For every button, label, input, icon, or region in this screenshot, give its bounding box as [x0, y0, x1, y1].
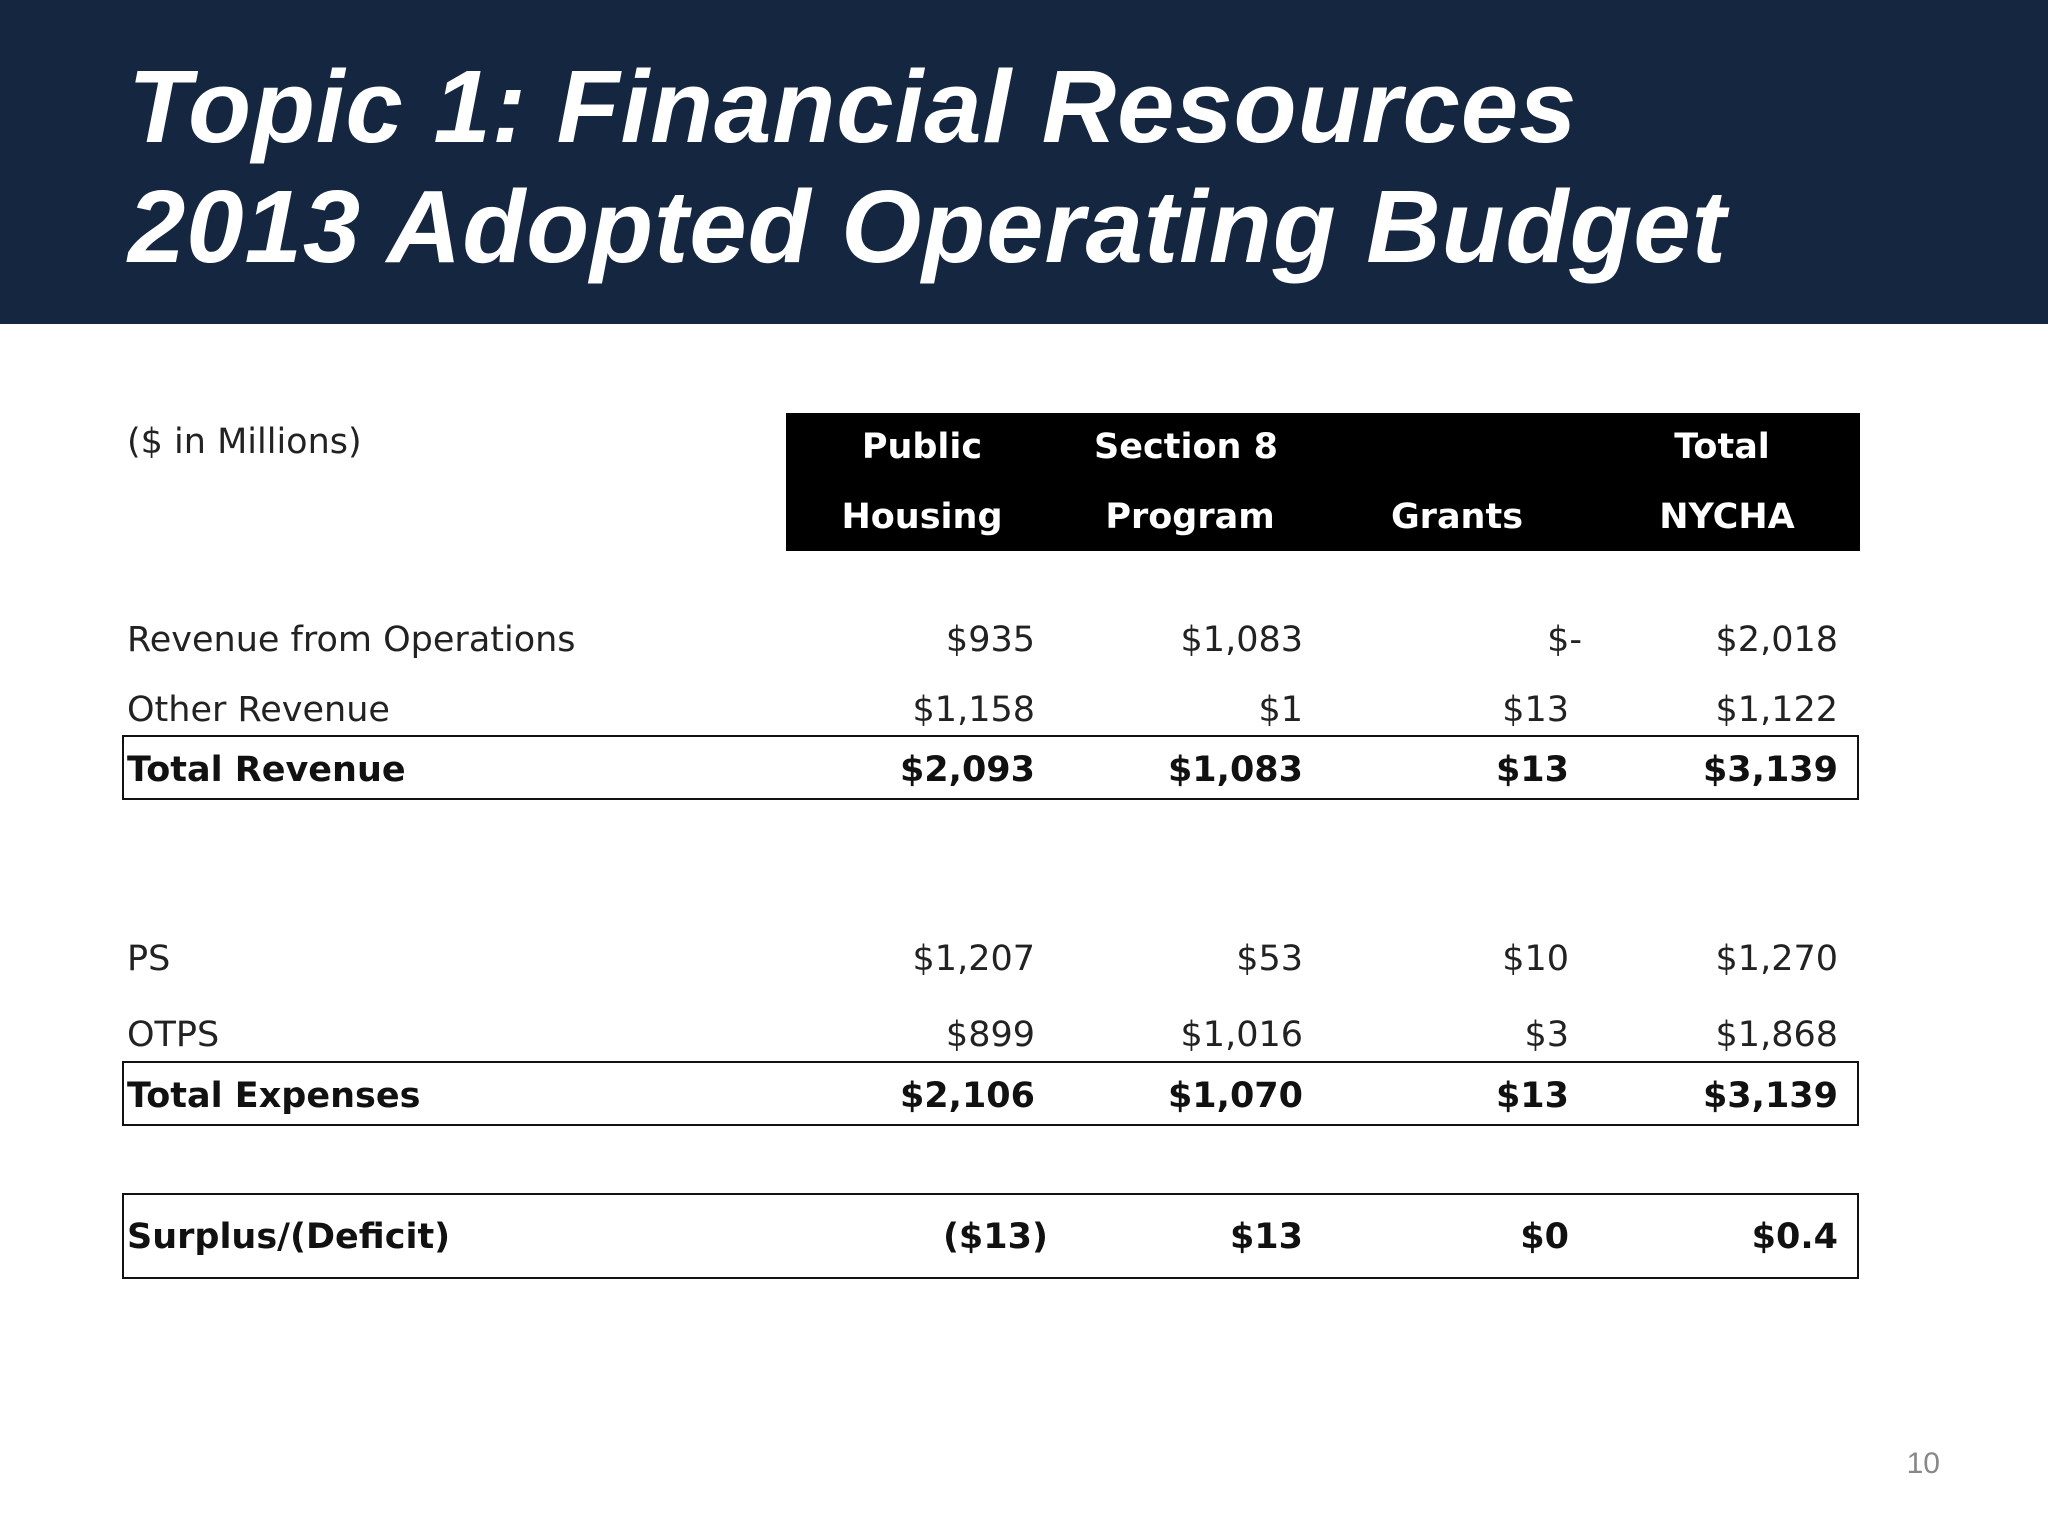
- cell-ps-section8: $53: [1236, 939, 1303, 979]
- cell-ps-grants: $10: [1502, 939, 1569, 979]
- cell-otps-grants: $3: [1524, 1015, 1569, 1055]
- cell-other-revenue-section8: $1: [1258, 690, 1303, 730]
- table-column-header: [786, 413, 1860, 551]
- row-label-ps: PS: [127, 939, 171, 979]
- slide-title-line-1: Topic 1: Financial Resources: [128, 49, 1578, 164]
- cell-surplus-grants: $0: [1520, 1217, 1569, 1257]
- col-header-section8-line1: Section 8: [1094, 427, 1278, 467]
- row-label-total-revenue: Total Revenue: [127, 750, 406, 790]
- cell-total-expenses-total: $3,139: [1702, 1076, 1838, 1116]
- row-label-revenue-from-operations: Revenue from Operations: [127, 620, 576, 660]
- col-header-section8-line2: Program: [1105, 497, 1275, 537]
- col-header-total-nycha-line1: Total: [1674, 427, 1770, 467]
- cell-ps-public-housing: $1,207: [912, 939, 1035, 979]
- cell-otps-total: $1,868: [1715, 1015, 1838, 1055]
- cell-other-revenue-grants: $13: [1502, 690, 1569, 730]
- cell-total-revenue-total: $3,139: [1702, 750, 1838, 790]
- cell-total-expenses-section8: $1,070: [1167, 1076, 1303, 1116]
- cell-total-revenue-section8: $1,083: [1167, 750, 1303, 790]
- cell-other-revenue-public-housing: $1,158: [912, 690, 1035, 730]
- units-label: ($ in Millions): [127, 422, 362, 462]
- cell-other-revenue-total: $1,122: [1715, 690, 1838, 730]
- cell-total-expenses-public-housing: $2,106: [899, 1076, 1035, 1116]
- cell-revenue-ops-grants: $-: [1547, 620, 1582, 660]
- slide-title-line-2: 2013 Adopted Operating Budget: [128, 169, 1727, 284]
- row-label-other-revenue: Other Revenue: [127, 690, 390, 730]
- cell-revenue-ops-section8: $1,083: [1180, 620, 1303, 660]
- cell-surplus-section8: $13: [1229, 1217, 1303, 1257]
- cell-revenue-ops-total: $2,018: [1715, 620, 1838, 660]
- col-header-public-housing-line1: Public: [861, 427, 983, 467]
- cell-ps-total: $1,270: [1715, 939, 1838, 979]
- cell-total-revenue-public-housing: $2,093: [899, 750, 1035, 790]
- slide-header: [0, 0, 2048, 324]
- page-number: 10: [1906, 1447, 1940, 1480]
- cell-surplus-total: $0.4: [1751, 1217, 1838, 1257]
- cell-total-revenue-grants: $13: [1495, 750, 1569, 790]
- row-label-surplus-deficit: Surplus/(Deficit): [127, 1217, 451, 1257]
- row-label-otps: OTPS: [127, 1015, 220, 1055]
- row-label-total-expenses: Total Expenses: [127, 1076, 421, 1116]
- cell-revenue-ops-public-housing: $935: [945, 620, 1035, 660]
- col-header-public-housing-line2: Housing: [841, 497, 1003, 537]
- col-header-total-nycha-line2: NYCHA: [1659, 497, 1795, 537]
- col-header-grants-line2: Grants: [1390, 497, 1524, 537]
- cell-otps-section8: $1,016: [1180, 1015, 1303, 1055]
- cell-total-expenses-grants: $13: [1495, 1076, 1569, 1116]
- cell-otps-public-housing: $899: [945, 1015, 1035, 1055]
- cell-surplus-public-housing: ($13): [942, 1217, 1048, 1257]
